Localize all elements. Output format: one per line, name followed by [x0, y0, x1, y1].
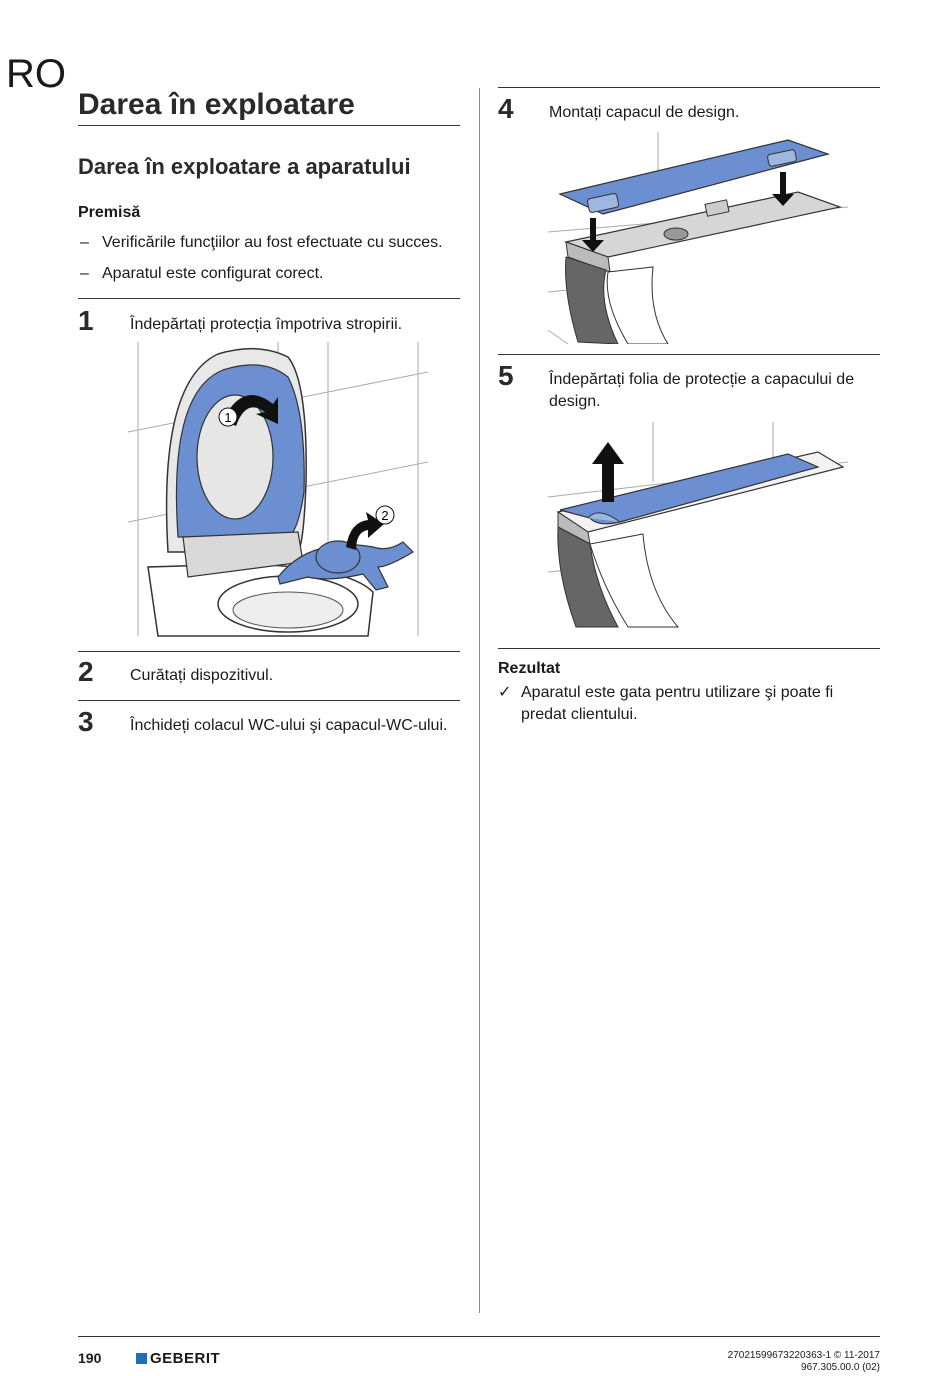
logo-square-icon	[136, 1353, 147, 1364]
dash-bullet: –	[80, 234, 89, 251]
step-text: Închideți colacul WC-ului şi capacul-WC-ului.	[130, 717, 448, 734]
prerequisite-title: Premisă	[78, 204, 141, 221]
figure-mount-design-cover	[548, 132, 848, 344]
step-divider	[78, 298, 460, 299]
step-number: 4	[498, 93, 514, 124]
document-number: 967.305.00.0 (02)	[801, 1362, 880, 1373]
language-code: RO	[6, 52, 66, 96]
prerequisite-item	[80, 263, 460, 285]
brand-name: GEBERIT	[150, 1350, 221, 1367]
callout-1: 1	[224, 410, 232, 425]
document-code: 27021599673220363-1 © 11-2017	[727, 1350, 880, 1361]
step-number: 1	[78, 305, 94, 336]
footer-divider	[78, 1336, 880, 1337]
step-text: Îndepărtați folia de protecție a capacului de design.	[549, 371, 855, 410]
callout-2: 2	[381, 508, 389, 523]
page-title: Darea în exploatare	[78, 88, 460, 126]
step-text: Îndepărtați protecția împotriva stropirii.	[130, 316, 403, 333]
section-title: Darea în exploatare a aparatului	[78, 154, 411, 179]
prerequisite-item-text: Verificările funcţiilor au fost efectuate cu succes.	[102, 234, 443, 251]
document-id	[728, 1350, 880, 1374]
dash-bullet: –	[80, 265, 89, 282]
prerequisite-item	[80, 232, 460, 254]
result-text: Aparatul este gata pentru utilizare şi poate fi predat clientului.	[521, 684, 834, 723]
step-divider	[78, 700, 460, 701]
step-text: Montați capacul de design.	[549, 104, 740, 121]
step-number: 5	[498, 360, 514, 391]
column-divider	[479, 88, 480, 1313]
brand-logo	[136, 1350, 220, 1367]
check-icon: ✓	[498, 684, 512, 701]
result-divider	[498, 648, 880, 649]
step-number: 3	[78, 706, 94, 737]
step-text: Curătați dispozitivul.	[130, 667, 274, 684]
result-title: Rezultat	[498, 660, 561, 677]
step-divider	[78, 651, 460, 652]
figure-remove-protective-film	[548, 422, 848, 630]
step-number: 2	[78, 656, 94, 687]
step-divider	[498, 87, 880, 88]
page-number: 190	[78, 1350, 102, 1366]
figure-remove-splash-guard	[128, 342, 428, 638]
prerequisite-item-text: Aparatul este configurat corect.	[102, 265, 324, 282]
step-divider	[498, 354, 880, 355]
